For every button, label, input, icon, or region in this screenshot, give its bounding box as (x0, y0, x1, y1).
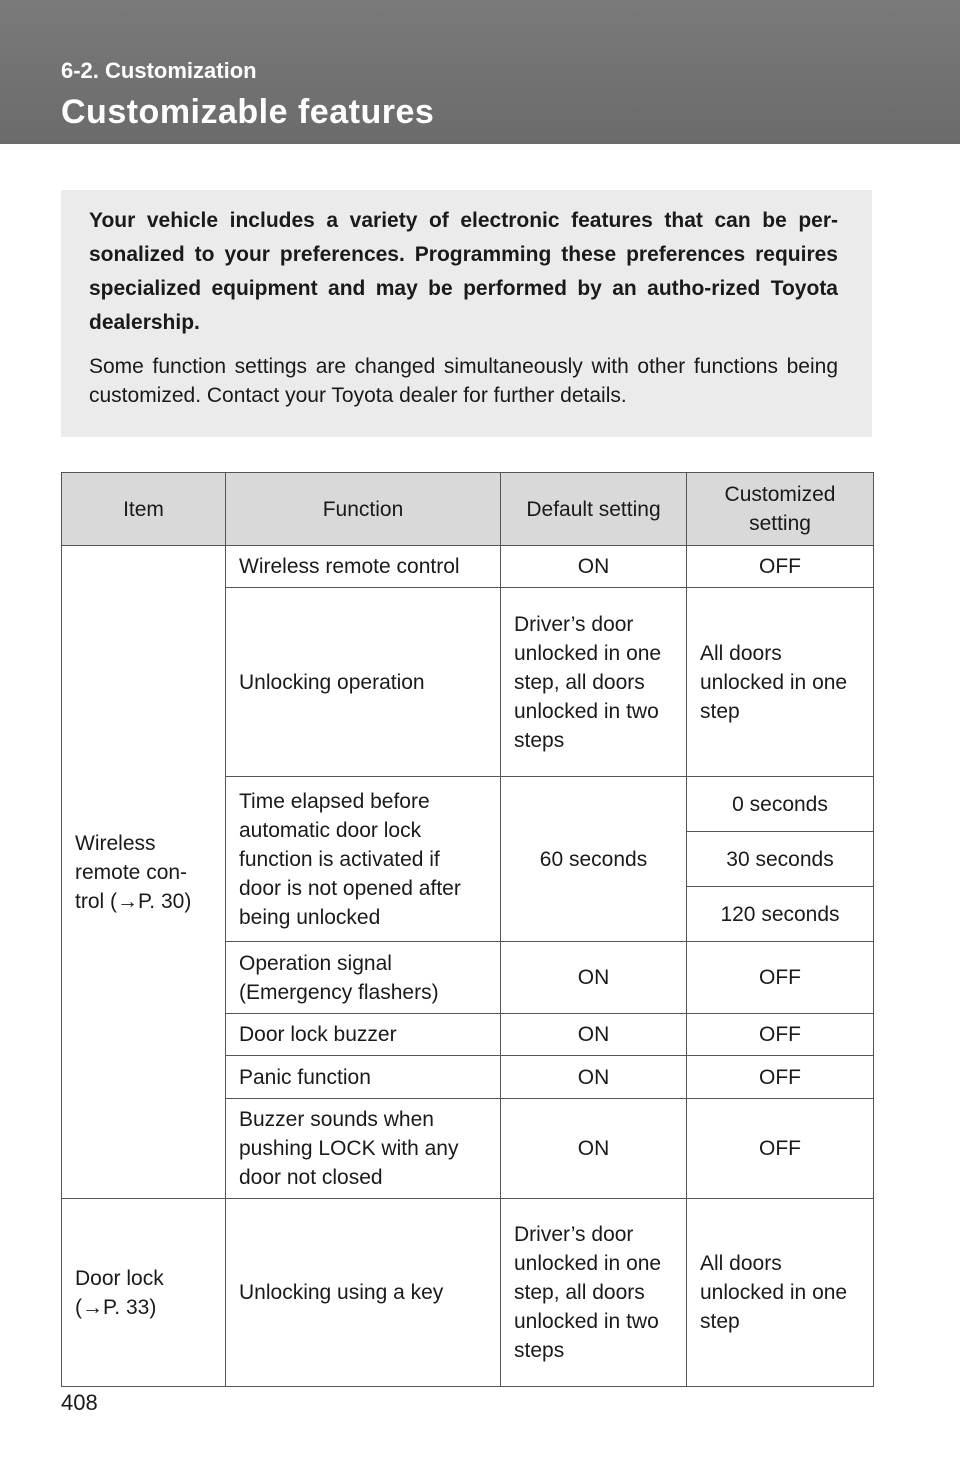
header-item: Item (62, 473, 226, 546)
default-cell: 60 seconds (501, 777, 687, 942)
table-row (62, 1199, 874, 1387)
function-cell: Unlocking operation (226, 588, 501, 777)
table-header-row (62, 473, 874, 546)
custom-cell: 120 seconds (687, 887, 874, 942)
header-default: Default setting (501, 473, 687, 546)
custom-cell: All doors unlocked in one step (687, 588, 874, 777)
features-table (61, 472, 874, 1387)
intro-normal-text: Some function settings are changed simultaneously with other functions being customized. Contact your Toyota dealer for further details. (89, 355, 838, 407)
function-cell: Unlocking using a key (226, 1199, 501, 1387)
page-title: Customizable features (61, 93, 435, 131)
default-cell: ON (501, 546, 687, 588)
custom-cell: OFF (687, 1056, 874, 1099)
function-cell: Panic function (226, 1056, 501, 1099)
custom-cell: OFF (687, 546, 874, 588)
item-cell: Door lock (→P. 33) (62, 1199, 226, 1387)
function-cell: Operation signal (Emergency flashers) (226, 942, 501, 1014)
custom-cell: 0 seconds (687, 777, 874, 832)
header-customized: Customized setting (687, 473, 874, 546)
custom-cell: OFF (687, 1014, 874, 1056)
chapter-header (0, 0, 960, 144)
default-cell: Driver’s door unlocked in one step, all doors unlocked in two steps (501, 588, 687, 777)
intro-bold-text: Your vehicle includes a variety of electronic features that can be per-sonalized to your preferences. Programming these preferences requires specialized equipment and may be performed by an autho-rized Toyota dealership. (89, 209, 838, 334)
default-cell: ON (501, 1014, 687, 1056)
default-cell: ON (501, 942, 687, 1014)
custom-cell: All doors unlocked in one step (687, 1199, 874, 1387)
function-cell: Wireless remote control (226, 546, 501, 588)
header-function: Function (226, 473, 501, 546)
custom-cell: OFF (687, 942, 874, 1014)
function-cell: Door lock buzzer (226, 1014, 501, 1056)
table-row (62, 546, 874, 588)
default-cell: ON (501, 1099, 687, 1199)
function-cell: Buzzer sounds when pushing LOCK with any door not closed (226, 1099, 501, 1199)
function-cell: Time elapsed before automatic door lock function is activated if door is not opened after being unlocked (226, 777, 501, 942)
section-label: 6-2. Customization (61, 58, 257, 83)
default-cell: ON (501, 1056, 687, 1099)
item-cell: Wireless remote con-trol (→P. 30) (62, 546, 226, 1199)
intro-box (61, 190, 872, 437)
page-number: 408 (61, 1390, 98, 1415)
custom-cell: 30 seconds (687, 832, 874, 887)
default-cell: Driver’s door unlocked in one step, all doors unlocked in two steps (501, 1199, 687, 1387)
custom-cell: OFF (687, 1099, 874, 1199)
